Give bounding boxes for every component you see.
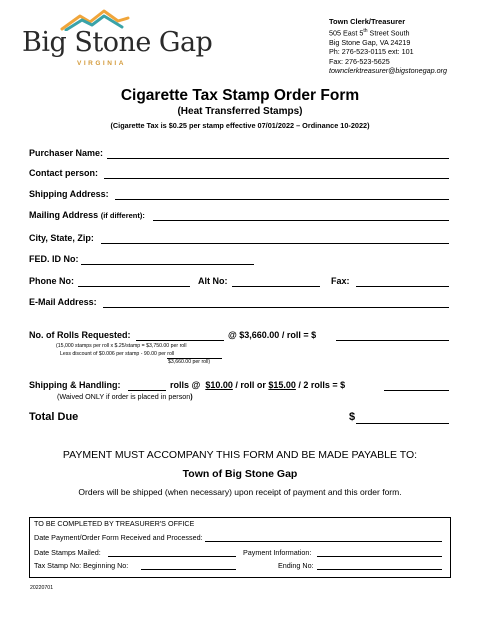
city-input[interactable]	[101, 243, 449, 244]
begin-label: Tax Stamp No: Beginning No:	[34, 561, 129, 570]
city-address: Big Stone Gap, VA 24219	[329, 37, 411, 47]
payment-notice: PAYMENT MUST ACCOMPANY THIS FORM AND BE MADE PAYABLE TO:	[62, 449, 418, 461]
mailed-input[interactable]	[108, 556, 236, 557]
purchaser-input[interactable]	[107, 158, 449, 159]
logo-name: Big Stone Gap	[22, 27, 213, 58]
fax-label: Fax:	[331, 276, 350, 286]
shipping-total-input[interactable]	[384, 390, 449, 391]
received-input[interactable]	[205, 541, 442, 542]
calc-line-2: Less discount of $0.006 per stamp - 90.00 per roll	[60, 351, 175, 357]
ending-label: Ending No:	[278, 561, 314, 570]
alt-input[interactable]	[232, 286, 320, 287]
shipping-label: Shipping Address:	[29, 189, 109, 199]
shipping-handling-label: Shipping & Handling:	[29, 380, 121, 390]
fax-number: Fax: 276-523-5625	[329, 56, 390, 66]
rolls-total-input[interactable]	[336, 340, 449, 341]
form-subtitle: (Heat Transferred Stamps)	[177, 106, 303, 117]
shipping-rates: rolls @ $10.00 / roll or $15.00 / 2 rolls = $	[170, 380, 346, 390]
rolls-price: @ $3,660.00 / roll = $	[228, 330, 317, 340]
shipping-note: Orders will be shipped (when necessary) upon receipt of payment and this order form.	[78, 487, 402, 497]
phone-label: Phone No:	[29, 276, 74, 286]
mailing-input[interactable]	[153, 220, 449, 221]
alt-label: Alt No:	[198, 276, 228, 286]
mailed-label: Date Stamps Mailed:	[34, 548, 101, 557]
fed-input[interactable]	[81, 264, 254, 265]
email-input[interactable]	[103, 307, 449, 308]
phone-number: Ph: 276-523-0115 ext: 101	[329, 47, 414, 57]
office-name: Town Clerk/Treasurer	[329, 17, 406, 26]
rolls-input[interactable]	[136, 340, 224, 341]
received-label: Date Payment/Order Form Received and Processed:	[34, 533, 203, 542]
contact-input[interactable]	[104, 178, 449, 179]
contact-block	[329, 17, 447, 76]
city-label: City, State, Zip:	[29, 233, 94, 243]
office-heading: TO BE COMPLETED BY TREASURER'S OFFICE	[34, 519, 195, 528]
calc-line-3: $3,660.00 per roll)	[168, 359, 211, 365]
fax-input[interactable]	[356, 286, 449, 287]
calc-line-1: (15,000 stamps per roll x $.25/stamp = $3,750.00 per roll	[56, 343, 187, 349]
fed-label: FED. ID No:	[29, 254, 79, 264]
total-label: Total Due	[29, 411, 79, 423]
payee-name: Town of Big Stone Gap	[182, 468, 298, 480]
form-title: Cigarette Tax Stamp Order Form	[120, 87, 360, 104]
ending-input[interactable]	[317, 569, 442, 570]
tax-note: (Cigarette Tax is $0.25 per stamp effective 07/01/2022 – Ordinance 10-2022)	[110, 121, 370, 130]
logo-state: VIRGINIA	[77, 60, 126, 67]
payinfo-input[interactable]	[317, 556, 442, 557]
contact-label: Contact person:	[29, 168, 99, 178]
shipping-input[interactable]	[115, 199, 449, 200]
mailing-label: Mailing Address (if different):	[29, 210, 145, 220]
waived-note: (Waived ONLY if order is placed in person)	[57, 392, 193, 401]
total-input[interactable]	[356, 423, 449, 424]
document-code: 20220701	[30, 585, 54, 591]
email-label: E-Mail Address:	[29, 297, 97, 307]
phone-input[interactable]	[78, 286, 190, 287]
ship-rolls-input[interactable]	[128, 390, 166, 391]
payinfo-label: Payment Information:	[243, 548, 312, 557]
begin-input[interactable]	[141, 569, 236, 570]
email-link[interactable]: townclerktreasurer@bigstonegap.org	[329, 66, 447, 76]
total-dollar: $	[349, 411, 356, 423]
purchaser-label: Purchaser Name:	[29, 148, 104, 158]
rolls-label: No. of Rolls Requested:	[29, 330, 131, 340]
street-address: 505 East 5th Street South	[329, 27, 410, 37]
